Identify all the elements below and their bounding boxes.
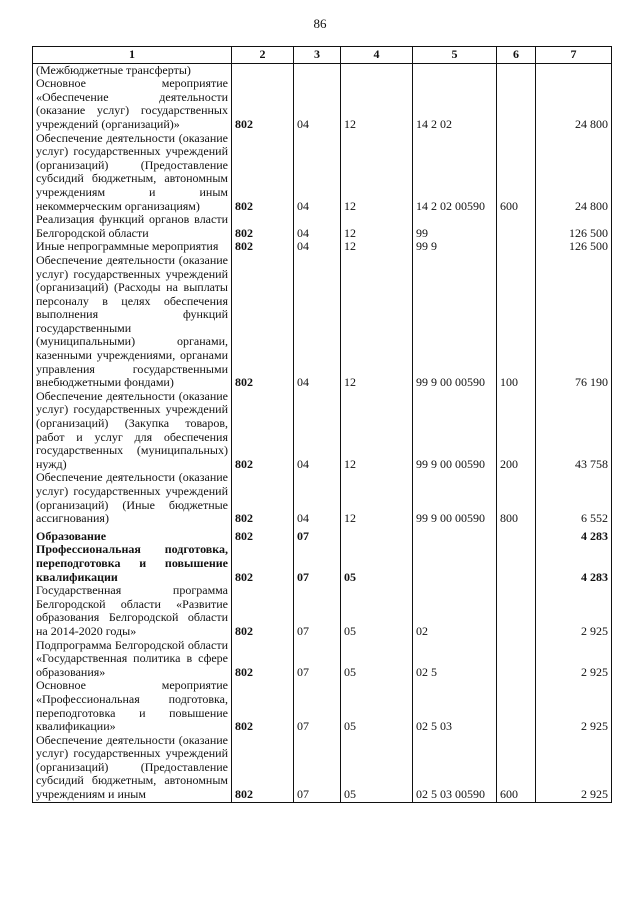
table-row	[33, 734, 612, 802]
row-section-cell: 07	[294, 543, 341, 584]
row-chapter-cell: 802	[232, 254, 294, 390]
row-target-article-cell: 02 5	[413, 639, 497, 680]
table-row	[33, 213, 612, 240]
table-row	[33, 679, 612, 733]
row-expense-type-cell: 100	[497, 254, 536, 390]
row-chapter-cell: 802	[232, 132, 294, 214]
row-target-article-cell: 99 9 00 00590	[413, 390, 497, 472]
row-expense-type-cell	[497, 240, 536, 254]
table-body	[33, 63, 612, 802]
row-target-article-cell: 02 5 03 00590	[413, 734, 497, 802]
table-row	[33, 526, 612, 544]
row-name-cell: Иные непрограммные мероприятия	[33, 240, 232, 254]
column-header: 7	[536, 47, 612, 64]
row-amount-cell: 2 925	[536, 679, 612, 733]
row-amount-cell: 2 925	[536, 584, 612, 638]
column-header: 1	[33, 47, 232, 64]
row-subsection-cell: 12	[341, 77, 413, 131]
row-amount-cell: 43 758	[536, 390, 612, 472]
row-expense-type-cell: 600	[497, 132, 536, 214]
row-section-cell: 07	[294, 734, 341, 802]
row-section-cell: 04	[294, 471, 341, 525]
row-section-cell: 04	[294, 240, 341, 254]
table-row	[33, 543, 612, 584]
row-expense-type-cell	[497, 526, 536, 544]
table-row	[33, 240, 612, 254]
row-subsection-cell	[341, 63, 413, 77]
column-header: 4	[341, 47, 413, 64]
table-row	[33, 584, 612, 638]
row-expense-type-cell	[497, 213, 536, 240]
row-subsection-cell: 12	[341, 240, 413, 254]
row-section-cell: 07	[294, 526, 341, 544]
table-row	[33, 77, 612, 131]
row-name-cell: Подпрограмма Белгородской области «Государственная политика в сфере образования»	[33, 639, 232, 680]
row-chapter-cell: 802	[232, 471, 294, 525]
row-target-article-cell: 14 2 02	[413, 77, 497, 131]
row-expense-type-cell: 800	[497, 471, 536, 525]
row-expense-type-cell: 600	[497, 734, 536, 802]
row-chapter-cell	[232, 63, 294, 77]
row-name-cell: Обеспечение деятельности (оказание услуг) государственных учреждений (организаций) (Закупка товаров, работ и услуг для обеспечения государственных (муниципальных) нужд)	[33, 390, 232, 472]
row-subsection-cell: 05	[341, 679, 413, 733]
row-expense-type-cell	[497, 63, 536, 77]
row-subsection-cell: 12	[341, 471, 413, 525]
header-row	[33, 47, 612, 64]
row-name-cell: Государственная программа Белгородской области «Развитие образования Белгородской области на 2014-2020 годы»	[33, 584, 232, 638]
row-subsection-cell: 12	[341, 390, 413, 472]
column-header: 2	[232, 47, 294, 64]
row-target-article-cell	[413, 526, 497, 544]
row-section-cell: 04	[294, 254, 341, 390]
row-target-article-cell: 99 9	[413, 240, 497, 254]
row-chapter-cell: 802	[232, 734, 294, 802]
row-subsection-cell: 12	[341, 213, 413, 240]
row-subsection-cell	[341, 526, 413, 544]
row-name-cell: Основное мероприятие «Профессиональная подготовка, переподготовка и повышение квалификации»	[33, 679, 232, 733]
row-target-article-cell: 99 9 00 00590	[413, 254, 497, 390]
row-section-cell: 07	[294, 679, 341, 733]
row-name-cell: Обеспечение деятельности (оказание услуг) государственных учреждений (организаций) (Иные бюджетные ассигнования)	[33, 471, 232, 525]
row-chapter-cell: 802	[232, 77, 294, 131]
row-amount-cell: 126 500	[536, 240, 612, 254]
row-amount-cell: 2 925	[536, 639, 612, 680]
row-expense-type-cell: 200	[497, 390, 536, 472]
row-chapter-cell: 802	[232, 526, 294, 544]
row-section-cell: 07	[294, 639, 341, 680]
row-subsection-cell: 05	[341, 639, 413, 680]
row-amount-cell: 2 925	[536, 734, 612, 802]
row-amount-cell: 6 552	[536, 471, 612, 525]
row-chapter-cell: 802	[232, 240, 294, 254]
row-section-cell: 04	[294, 132, 341, 214]
row-subsection-cell: 05	[341, 543, 413, 584]
row-amount-cell: 24 800	[536, 132, 612, 214]
row-name-cell: Обеспечение деятельности (оказание услуг) государственных учреждений (организаций) (Предоставление субсидий бюджетным, автономным учреждениям и иным	[33, 734, 232, 802]
row-name-cell: Реализация функций органов власти Белгородской области	[33, 213, 232, 240]
column-header: 5	[413, 47, 497, 64]
row-section-cell: 04	[294, 77, 341, 131]
column-header: 3	[294, 47, 341, 64]
row-chapter-cell: 802	[232, 213, 294, 240]
row-name-cell: Обеспечение деятельности (оказание услуг) государственных учреждений (организаций) (Предоставление субсидий бюджетным, автономным учреждениям и иным некоммерческим организациям)	[33, 132, 232, 214]
row-target-article-cell: 99	[413, 213, 497, 240]
row-subsection-cell: 12	[341, 254, 413, 390]
row-expense-type-cell	[497, 77, 536, 131]
column-header: 6	[497, 47, 536, 64]
row-section-cell	[294, 63, 341, 77]
row-section-cell: 07	[294, 584, 341, 638]
row-chapter-cell: 802	[232, 584, 294, 638]
row-target-article-cell: 02	[413, 584, 497, 638]
row-amount-cell: 76 190	[536, 254, 612, 390]
row-target-article-cell	[413, 543, 497, 584]
budget-table	[32, 46, 612, 803]
row-target-article-cell: 02 5 03	[413, 679, 497, 733]
row-subsection-cell: 05	[341, 584, 413, 638]
row-expense-type-cell	[497, 584, 536, 638]
row-expense-type-cell	[497, 543, 536, 584]
table-row	[33, 390, 612, 472]
page-number: 86	[313, 16, 327, 31]
table-row	[33, 63, 612, 77]
table-row	[33, 132, 612, 214]
row-target-article-cell: 99 9 00 00590	[413, 471, 497, 525]
row-chapter-cell: 802	[232, 390, 294, 472]
row-chapter-cell: 802	[232, 639, 294, 680]
row-name-cell: Обеспечение деятельности (оказание услуг) государственных учреждений (организаций) (Расходы на выплаты персоналу в целях обеспечения выполнения функций государственными (муниципальными) органами, казенными учреждениями, органами управления государственными внебюджетными фондами)	[33, 254, 232, 390]
table-row	[33, 254, 612, 390]
table-row	[33, 639, 612, 680]
row-amount-cell: 4 283	[536, 543, 612, 584]
row-name-cell: Профессиональная подготовка, переподготовка и повышение квалификации	[33, 543, 232, 584]
row-name-cell: Основное мероприятие «Обеспечение деятельности (оказание услуг) государственных учреждений (организаций)»	[33, 77, 232, 131]
row-target-article-cell	[413, 63, 497, 77]
row-expense-type-cell	[497, 679, 536, 733]
row-chapter-cell: 802	[232, 543, 294, 584]
row-subsection-cell: 12	[341, 132, 413, 214]
row-amount-cell: 24 800	[536, 77, 612, 131]
row-amount-cell: 4 283	[536, 526, 612, 544]
row-section-cell: 04	[294, 213, 341, 240]
row-subsection-cell: 05	[341, 734, 413, 802]
row-chapter-cell: 802	[232, 679, 294, 733]
row-name-cell: (Межбюджетные трансферты)	[33, 63, 232, 77]
row-amount-cell	[536, 63, 612, 77]
row-amount-cell: 126 500	[536, 213, 612, 240]
row-expense-type-cell	[497, 639, 536, 680]
row-name-cell: Образование	[33, 526, 232, 544]
row-target-article-cell: 14 2 02 00590	[413, 132, 497, 214]
table-row	[33, 471, 612, 525]
row-section-cell: 04	[294, 390, 341, 472]
